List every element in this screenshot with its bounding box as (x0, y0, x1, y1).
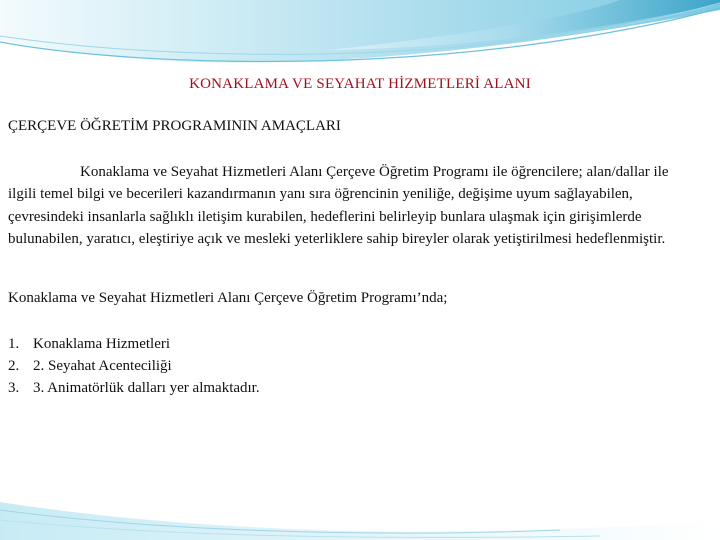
list-item-text: 2. Seyahat Acenteciliği (33, 358, 172, 374)
branch-list (8, 333, 260, 399)
list-item-number: 3. (8, 380, 20, 396)
list-item-text: Konaklama Hizmetleri (33, 336, 171, 352)
list-intro: Konaklama ve Seyahat Hizmetleri Alanı Çerçeve Öğretim Programı’nda; (8, 290, 448, 306)
list-item-number: 2. (8, 358, 20, 374)
body-paragraph: Konaklama ve Seyahat Hizmetleri Alanı Çerçeve Öğretim Programı ile öğrencilere; alan/dallar ile ilgili temel bilgi ve becerileri kazandırmanın yanı sıra öğrencinin yeniliğe, değişime uyum sağlayabilen, çevresindeki insanlarla sağlıklı iletişim kurabilen, hedeflerini belirleyip bunlara ulaşmak için girişimlerde bulunabilen, yaratıcı, eleştiriye açık ve mesleki yeterliklere sahip bireyler olarak yetiştirilmesi hedeflenmiştir. (8, 164, 669, 247)
list-item (8, 333, 260, 355)
list-item-text: 3. Animatörlük dalları yer almaktadır. (33, 380, 260, 396)
bottom-wave-decoration (0, 480, 720, 540)
list-item-number: 1. (8, 336, 20, 352)
section-heading: ÇERÇEVE ÖĞRETİM PROGRAMININ AMAÇLARI (8, 118, 341, 134)
page-title: KONAKLAMA VE SEYAHAT HİZMETLERİ ALANI (189, 76, 531, 92)
top-wave-decoration (0, 0, 720, 75)
list-item (8, 377, 260, 399)
list-item (8, 355, 260, 377)
